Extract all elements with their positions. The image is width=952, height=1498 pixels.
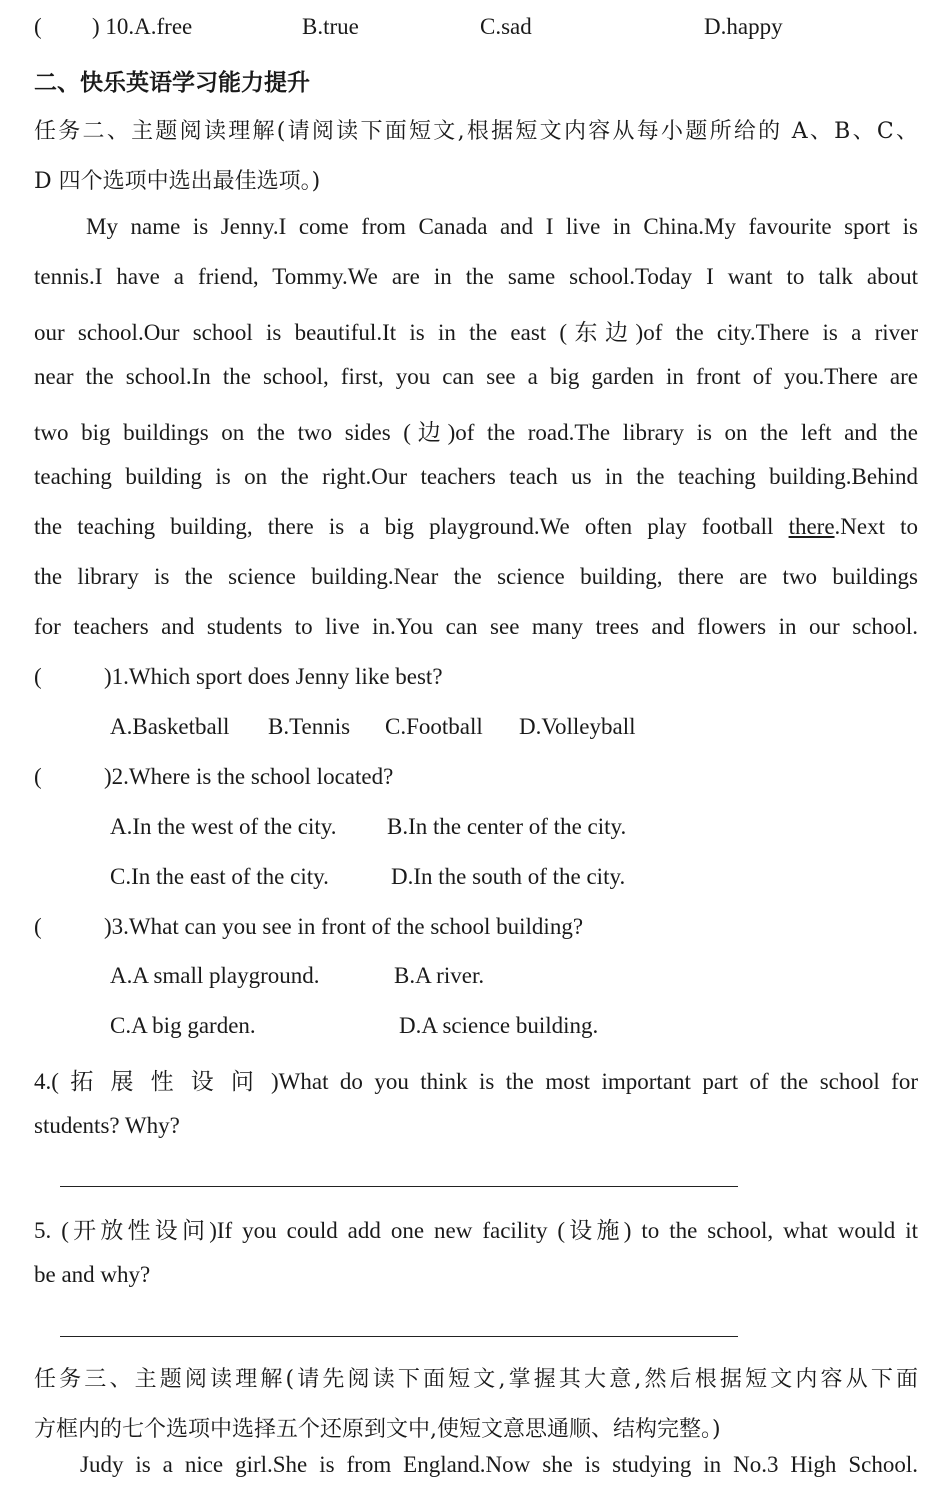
passage-line-3: our school.Our school is beautiful.It is in the east (东边)of the city.There is a river	[34, 320, 918, 345]
q2-option-c: C.In the east of the city.	[110, 864, 329, 889]
q1-answer-paren[interactable]: (	[34, 664, 42, 689]
q3-option-d: D.A science building.	[399, 1013, 599, 1038]
q1-text: )1.Which sport does Jenny like best?	[104, 664, 443, 689]
q10-option-b: B.true	[302, 14, 359, 39]
underlined-word-there: there	[788, 514, 835, 539]
passage-line-2: tennis.I have a friend, Tommy.We are in the same school.Today I want to talk about	[34, 264, 918, 289]
q10-option-c: C.sad	[480, 14, 532, 39]
q3-option-c: C.A big garden.	[110, 1013, 256, 1038]
passage-line-7-a: the teaching building, there is a big playground.We often play football	[34, 514, 789, 539]
q5-line1: 5. (开放性设问)If you could add one new facility (设施) to the school, what would it	[34, 1218, 918, 1243]
q4-answer-line[interactable]	[60, 1186, 738, 1187]
q1-option-a: A.Basketball	[110, 714, 230, 739]
q5-answer-line[interactable]	[60, 1336, 738, 1337]
q3-text: )3.What can you see in front of the school building?	[104, 914, 584, 939]
passage-line-8: the library is the science building.Near the science building, there are two buildings	[34, 564, 918, 589]
q2-option-a: A.In the west of the city.	[110, 814, 337, 839]
task2-instruction-line1: 任务二、主题阅读理解(请阅读下面短文,根据短文内容从每小题所给的 A、B、C、	[34, 119, 918, 144]
q5-line2: be and why?	[34, 1262, 151, 1287]
task3-instruction-line2: 方框内的七个选项中选择五个还原到文中,使短文意思通顺、结构完整。)	[34, 1417, 721, 1442]
q2-option-b: B.In the center of the city.	[387, 814, 627, 839]
q10-option-d: D.happy	[704, 14, 783, 39]
q4-line2: students? Why?	[34, 1113, 180, 1138]
q2-text: )2.Where is the school located?	[104, 764, 394, 789]
passage-line-9: for teachers and students to live in.You can see many trees and flowers in our school.	[34, 614, 918, 639]
q10-paren: (	[34, 14, 42, 39]
task3-instruction-line1: 任务三、主题阅读理解(请先阅读下面短文,掌握其大意,然后根据短文内容从下面	[34, 1367, 918, 1392]
section2-title: 二、快乐英语学习能力提升	[34, 70, 310, 96]
q2-answer-paren[interactable]: (	[34, 764, 42, 789]
task2-instruction-line2: D 四个选项中选出最佳选项。)	[34, 169, 321, 194]
passage-line-4: near the school.In the school, first, you can see a big garden in front of you.There are	[34, 364, 918, 389]
q1-option-c: C.Football	[385, 714, 483, 739]
q10-label: ) 10.A.free	[92, 14, 193, 39]
q3-option-a: A.A small playground.	[110, 963, 320, 988]
q3-answer-paren[interactable]: (	[34, 914, 42, 939]
passage-line-7-b: .Next to	[834, 514, 918, 539]
q3-option-b: B.A river.	[394, 963, 485, 988]
passage-line-6: teaching building is on the right.Our teachers teach us in the teaching building.Behind	[34, 464, 918, 489]
q4-line1: 4.( 拓 展 性 设 问 )What do you think is the most important part of the school for	[34, 1069, 918, 1094]
passage-line-1: My name is Jenny.I come from Canada and I live in China.My favourite sport is	[86, 214, 918, 239]
q2-option-d: D.In the south of the city.	[391, 864, 626, 889]
q1-option-d: D.Volleyball	[519, 714, 636, 739]
passage-line-7	[34, 514, 918, 540]
passage-line-5: two big buildings on the two sides (边)of the road.The library is on the left and the	[34, 420, 918, 445]
task3-passage-line1: Judy is a nice girl.She is from England.Now she is studying in No.3 High School.	[80, 1452, 918, 1477]
q1-option-b: B.Tennis	[268, 714, 351, 739]
